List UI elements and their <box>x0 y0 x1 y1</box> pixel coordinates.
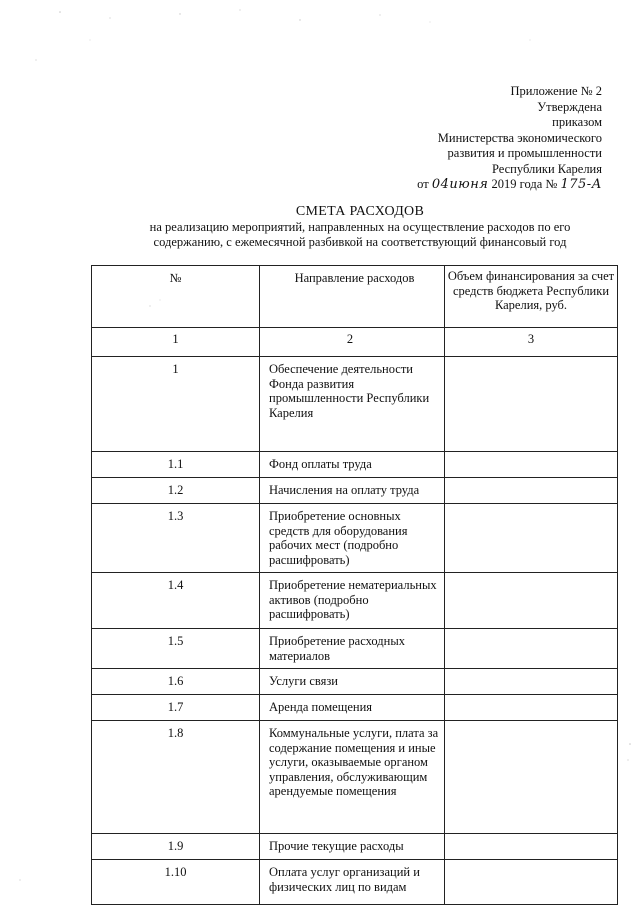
row-direction: Приобретение расходных материалов <box>260 629 445 669</box>
row-number: 1.9 <box>92 834 260 860</box>
document-subtitle-line1: на реализацию мероприятий, направленных на осуществление расходов по его <box>149 220 571 234</box>
document-title: СМЕТА РАСХОДОВ <box>295 204 425 219</box>
row-direction: Обеспечение деятельности Фонда развития промышленности Республики Карелия <box>260 357 445 452</box>
ministry-line2: развития и промышленности <box>447 146 602 160</box>
row-amount[interactable] <box>445 478 618 504</box>
row-number: 1.6 <box>92 669 260 695</box>
table-row <box>92 860 618 905</box>
row-amount[interactable] <box>445 504 618 573</box>
row-amount[interactable] <box>445 452 618 478</box>
column-number-3: 3 <box>445 328 618 357</box>
header-amount: Объем финансирования за счет средств бюджета Республики Карелия, руб. <box>445 266 618 328</box>
order-date-line <box>417 177 602 193</box>
handwritten-number: 175-А <box>560 177 602 192</box>
row-direction: Приобретение основных средств для оборудования рабочих мест (подробно расшифровать) <box>260 504 445 573</box>
row-number: 1.5 <box>92 629 260 669</box>
row-direction: Оплата услуг организаций и физических лиц по видам <box>260 860 445 905</box>
order-year: 2019 года <box>491 177 543 191</box>
column-number-2: 2 <box>260 328 445 357</box>
order-label: приказом <box>552 115 602 129</box>
expense-table <box>91 265 618 905</box>
approval-stamp <box>417 84 602 193</box>
handwritten-date: 04июня <box>431 177 489 192</box>
row-amount[interactable] <box>445 357 618 452</box>
row-number: 1.1 <box>92 452 260 478</box>
table-row <box>92 629 618 669</box>
ministry-line1: Министерства экономического <box>437 130 602 145</box>
row-number: 1.4 <box>92 573 260 629</box>
table-row <box>92 573 618 629</box>
row-direction: Коммунальные услуги, плата за содержание помещения и иные услуги, оказываемые органом управления, обслуживающим арендуемые помещения <box>260 721 445 834</box>
row-direction: Аренда помещения <box>260 695 445 721</box>
date-prefix: от <box>417 177 429 191</box>
row-direction: Начисления на оплату труда <box>260 478 445 504</box>
row-number: 1.10 <box>92 860 260 905</box>
document-subtitle-line2: содержанию, с ежемесячной разбивкой на соответствующий финансовый год <box>153 235 567 249</box>
row-number: 1.7 <box>92 695 260 721</box>
row-direction: Прочие текущие расходы <box>260 834 445 860</box>
row-amount[interactable] <box>445 721 618 834</box>
republic-line: Республики Карелия <box>491 161 602 176</box>
row-direction: Приобретение нематериальных активов (подробно расшифровать) <box>260 573 445 629</box>
row-amount[interactable] <box>445 860 618 905</box>
table-row <box>92 478 618 504</box>
row-amount[interactable] <box>445 669 618 695</box>
row-number: 1 <box>92 357 260 452</box>
table-row <box>92 721 618 834</box>
row-direction: Фонд оплаты труда <box>260 452 445 478</box>
column-number-1: 1 <box>92 328 260 357</box>
number-prefix: № <box>545 177 558 191</box>
table-row <box>92 669 618 695</box>
row-number: 1.2 <box>92 478 260 504</box>
appendix-number: Приложение № 2 <box>510 84 602 98</box>
table-row <box>92 357 618 452</box>
approved-label: Утверждена <box>537 99 602 114</box>
table-header-row <box>92 266 618 328</box>
row-direction: Услуги связи <box>260 669 445 695</box>
row-amount[interactable] <box>445 629 618 669</box>
document-heading <box>60 204 640 250</box>
table-row <box>92 695 618 721</box>
row-amount[interactable] <box>445 695 618 721</box>
table-row <box>92 452 618 478</box>
table-row <box>92 504 618 573</box>
column-number-row <box>92 328 618 357</box>
row-number: 1.8 <box>92 721 260 834</box>
row-number: 1.3 <box>92 504 260 573</box>
header-number: № <box>92 266 260 328</box>
row-amount[interactable] <box>445 573 618 629</box>
table-row <box>92 834 618 860</box>
row-amount[interactable] <box>445 834 618 860</box>
header-direction: Направление расходов <box>260 266 445 328</box>
